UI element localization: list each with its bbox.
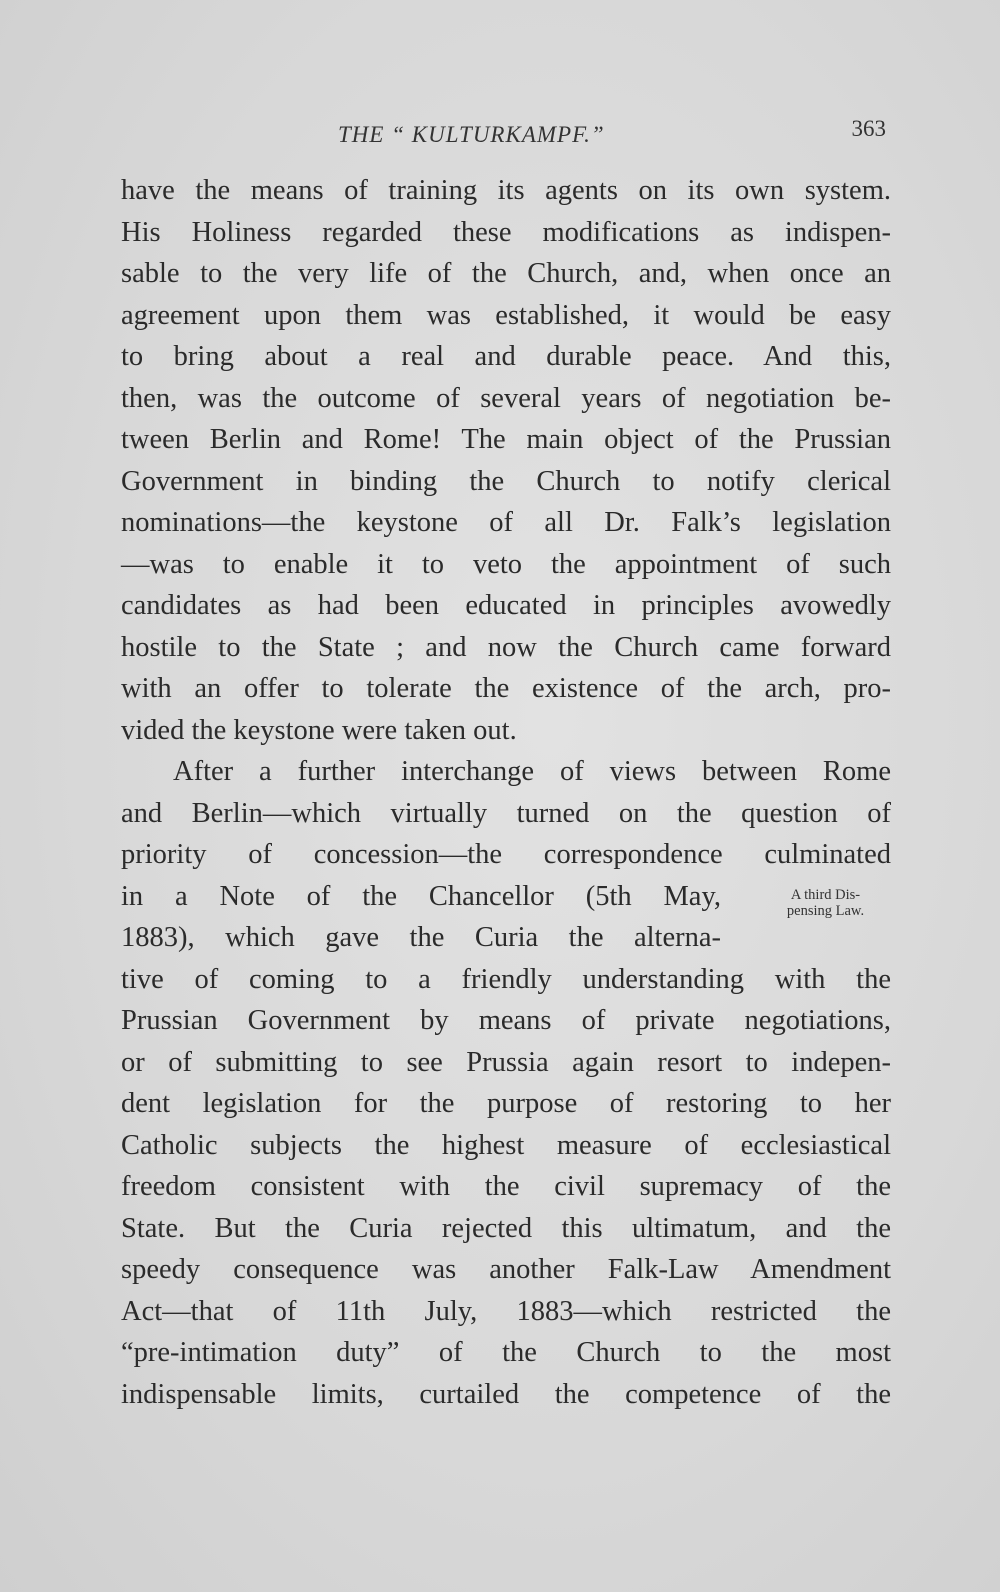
text-line: and Berlin—which virtually turned on the question of bbox=[121, 797, 891, 829]
text-line: 1883), which gave the Curia the alterna- bbox=[121, 922, 721, 953]
text-line: with an offer to tolerate the existence of the arch, pro- bbox=[121, 673, 891, 704]
text-line: sable to the very life of the Church, and, when once an bbox=[121, 258, 891, 289]
text-line: “pre-intimation duty” of the Church to the most bbox=[121, 1337, 891, 1368]
text-line: in a Note of the Chancellor (5th May, bbox=[121, 880, 721, 912]
text-line: have the means of training its agents on its own system. bbox=[121, 175, 891, 206]
text-line: Prussian Government by means of private negotiations, bbox=[121, 1005, 891, 1036]
text-line: tween Berlin and Rome! The main object of the Prussian bbox=[121, 424, 891, 455]
text-line: indispensable limits, curtailed the competence of the bbox=[121, 1378, 891, 1410]
text-line: dent legislation for the purpose of restoring to her bbox=[121, 1088, 891, 1119]
text-line: His Holiness regarded these modifications as indispen- bbox=[121, 216, 891, 248]
margin-note bbox=[758, 887, 893, 919]
page-number: 363 bbox=[851, 116, 886, 141]
text-line: State. But the Curia rejected this ultimatum, and the bbox=[121, 1212, 891, 1244]
paragraph-first-line: After a further interchange of views between Rome bbox=[173, 756, 891, 787]
text-line: Government in binding the Church to notify clerical bbox=[121, 465, 891, 497]
running-title: THE “ KULTURKAMPF.” bbox=[338, 122, 605, 147]
running-head bbox=[120, 114, 890, 154]
margin-note-line: A third Dis- bbox=[790, 887, 861, 903]
text-line: priority of concession—the correspondence culminated bbox=[121, 839, 891, 870]
text-line: agreement upon them was established, it would be easy bbox=[121, 299, 891, 331]
margin-note-line: pensing Law. bbox=[786, 903, 865, 919]
text-line: hostile to the State ; and now the Church came forward bbox=[121, 631, 891, 663]
text-line: to bring about a real and durable peace. And this, bbox=[121, 341, 891, 372]
text-line: candidates as had been educated in principles avowedly bbox=[121, 590, 891, 621]
text-line: or of submitting to see Prussia again resort to indepen- bbox=[121, 1046, 891, 1078]
paragraph-last-line: vided the keystone were taken out. bbox=[121, 714, 517, 746]
body-text bbox=[121, 170, 891, 1415]
text-line: speedy consequence was another Falk-Law Amendment bbox=[121, 1254, 891, 1285]
text-line: then, was the outcome of several years of negotiation be- bbox=[121, 382, 891, 414]
text-line: Act—that of 11th July, 1883—which restricted the bbox=[121, 1295, 891, 1327]
text-line: tive of coming to a friendly understanding with the bbox=[121, 963, 891, 995]
text-line: nominations—the keystone of all Dr. Falk’s legislation bbox=[121, 507, 891, 538]
text-line: freedom consistent with the civil supremacy of the bbox=[121, 1171, 891, 1202]
text-line: Catholic subjects the highest measure of ecclesiastical bbox=[121, 1129, 891, 1161]
text-line: —was to enable it to veto the appointment of such bbox=[121, 548, 891, 580]
